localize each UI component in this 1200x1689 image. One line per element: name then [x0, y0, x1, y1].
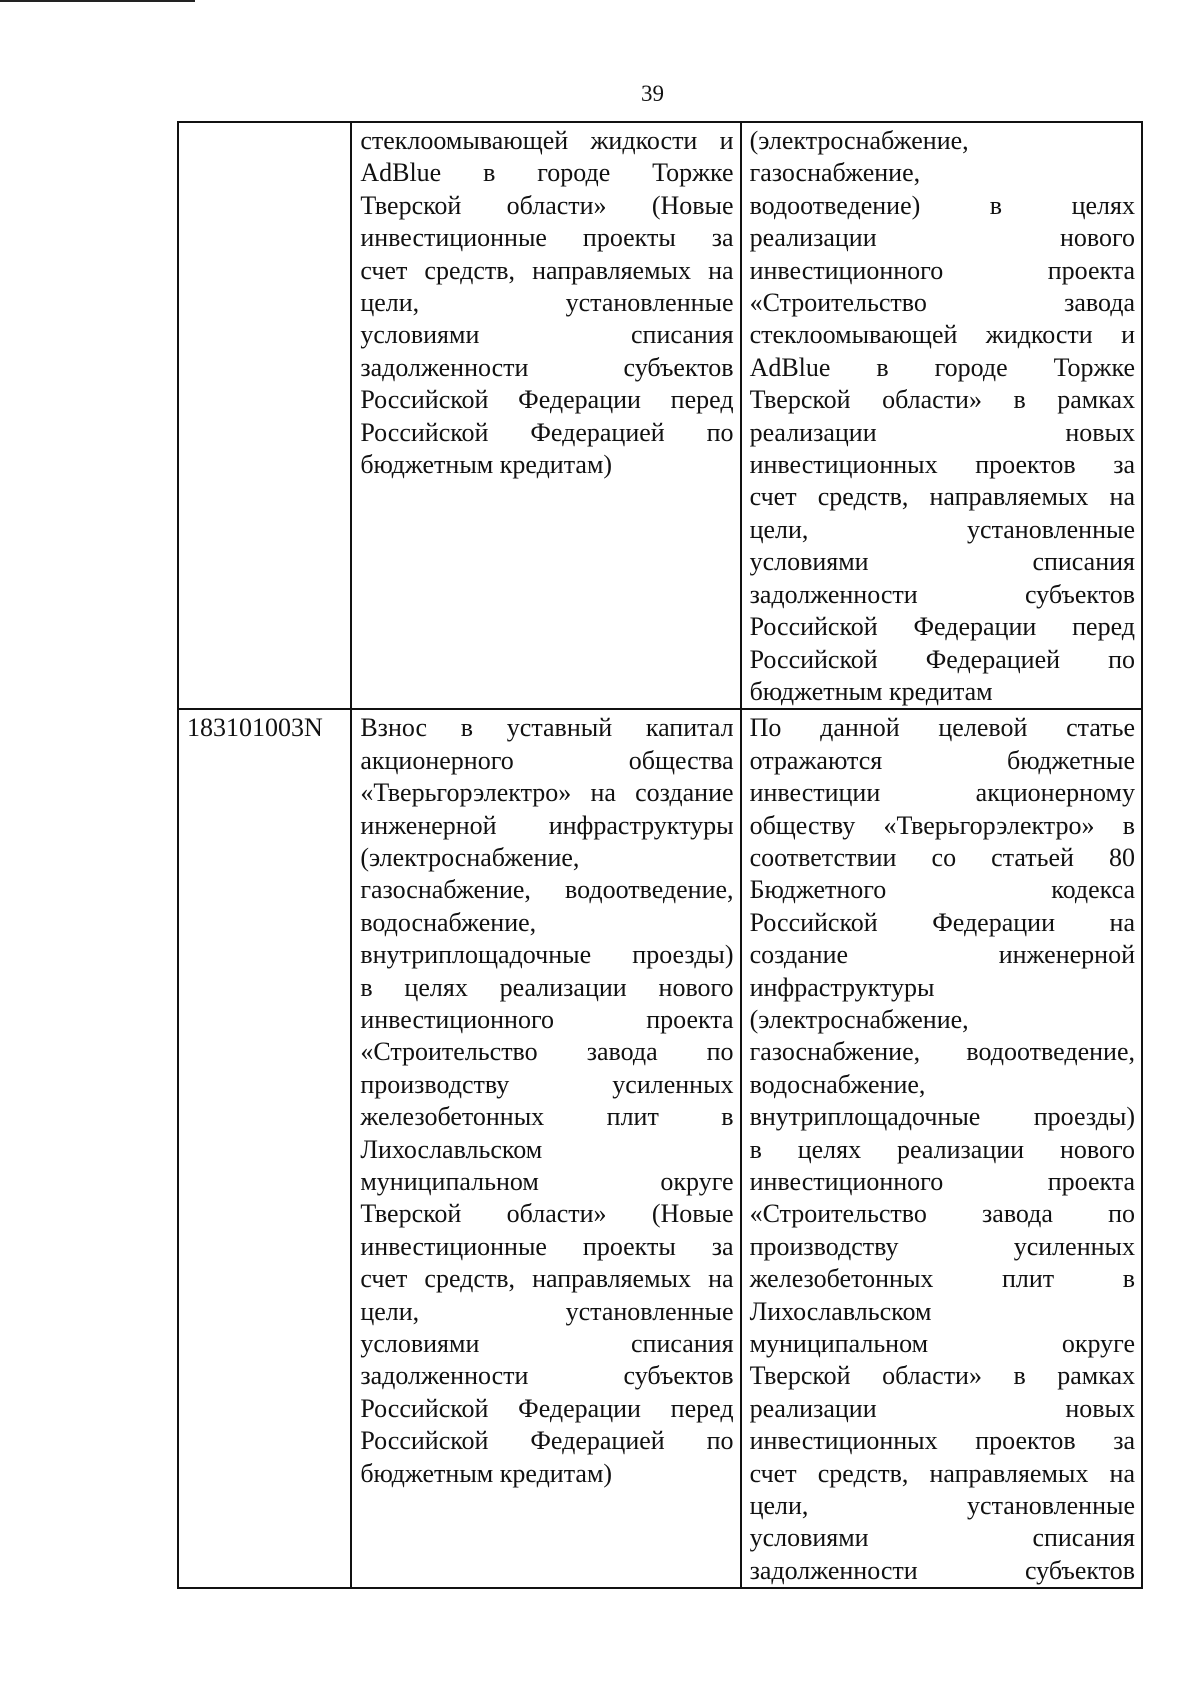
text-line: газоснабжение, водоотведение, — [749, 1037, 1135, 1067]
text-line: условиями списания — [360, 1329, 734, 1359]
text-line: Лихославльском — [749, 1296, 932, 1326]
text-line: цели, установленные — [360, 288, 734, 318]
text-line: железобетонных плит в — [360, 1102, 734, 1132]
text-line: задолженности субъектов — [749, 579, 1135, 609]
text-line: Российской Федерации перед — [749, 612, 1135, 642]
text-line: муниципальном округе — [360, 1167, 734, 1196]
text-line: инвестиционного проекта — [749, 255, 1135, 285]
text-line: инвестиционного проекта — [749, 1167, 1135, 1196]
text-line: соответствии со статьей 80 — [749, 842, 1135, 872]
header-rule — [0, 0, 195, 2]
text-line: инвестиционных проектов за — [749, 450, 1135, 480]
text-line: железобетонных плит в — [749, 1264, 1135, 1294]
text-line: задолженности субъектов — [360, 352, 734, 382]
text-line: водоснабжение, — [749, 1069, 926, 1099]
text-line: инвестиции акционерному — [749, 778, 1135, 808]
text-line: «Строительство завода — [749, 288, 1135, 318]
description-cell — [741, 122, 1142, 709]
text-line: (электроснабжение, — [749, 1004, 969, 1034]
text-line: AdBlue в городе Торжке — [749, 352, 1135, 382]
name-cell — [351, 709, 740, 1588]
page-number: 39 — [641, 81, 664, 106]
text-line: стеклоомывающей жидкости и — [360, 126, 734, 155]
text-line: Российской Федерацией по — [360, 1426, 734, 1456]
text-line: Российской Федерации на — [749, 907, 1135, 937]
text-line: Российской Федерации перед — [360, 385, 734, 415]
text-line: реализации новых — [749, 1393, 1135, 1423]
text-line: счет средств, направляемых на — [360, 1264, 734, 1294]
text-line: «Строительство завода по — [360, 1037, 734, 1067]
text-line: реализации новых — [749, 417, 1135, 447]
text-line: счет средств, направляемых на — [360, 255, 734, 285]
text-line: Тверской области» (Новые — [360, 1199, 734, 1229]
text-line: задолженности субъектов — [749, 1555, 1135, 1585]
text-line: цели, установленные — [749, 1491, 1135, 1521]
text-line: бюджетным кредитам — [749, 676, 993, 706]
text-line: условиями списания — [749, 1523, 1135, 1553]
text-line: создание инженерной — [749, 940, 1135, 970]
budget-classification-table — [177, 121, 1143, 1589]
text-line: Российской Федерацией по — [360, 417, 734, 447]
text-line: Российской Федерации перед — [360, 1393, 734, 1423]
text-line: «Тверьгорэлектро» на создание — [360, 778, 734, 808]
name-cell — [351, 122, 740, 709]
description-cell — [741, 709, 1142, 1588]
text-line: водоснабжение, — [360, 907, 537, 937]
table-row — [178, 122, 1142, 709]
text-line: внутриплощадочные проезды) — [749, 1102, 1135, 1132]
text-line: реализации нового — [749, 223, 1135, 253]
text-line: По данной целевой статье — [749, 713, 1135, 743]
text-line: «Строительство завода по — [749, 1199, 1135, 1229]
text-line: инвестиционного проекта — [360, 1004, 734, 1034]
text-line: стеклоомывающей жидкости и — [749, 320, 1135, 350]
text-line: производству усиленных — [749, 1231, 1135, 1261]
text-line: инфраструктуры — [749, 972, 935, 1002]
text-line: условиями списания — [360, 320, 734, 350]
text-line: Тверской области» в рамках — [749, 1361, 1135, 1391]
text-line: муниципальном округе — [749, 1329, 1135, 1359]
text-line: бюджетным кредитам) — [360, 1458, 613, 1488]
text-line: в целях реализации нового — [749, 1134, 1135, 1164]
text-line: цели, установленные — [749, 514, 1135, 544]
text-line: задолженности субъектов — [360, 1361, 734, 1391]
text-line: условиями списания — [749, 547, 1135, 577]
text-line: инженерной инфраструктуры — [360, 810, 734, 840]
text-line: Лихославльском — [360, 1134, 543, 1164]
text-line: AdBlue в городе Торжке — [360, 158, 734, 188]
text-line: инвестиционные проекты за — [360, 1231, 734, 1261]
text-line: акционерного общества — [360, 745, 734, 775]
text-line: (электроснабжение, — [749, 126, 969, 155]
text-line: инвестиционные проекты за — [360, 223, 734, 253]
text-line: Российской Федерацией по — [749, 644, 1135, 674]
code-cell: 183101003N — [178, 709, 351, 1588]
text-line: Тверской области» (Новые — [360, 190, 734, 220]
text-line: Тверской области» в рамках — [749, 385, 1135, 415]
text-line: в целях реализации нового — [360, 972, 734, 1002]
text-line: производству усиленных — [360, 1069, 734, 1099]
text-line: инвестиционных проектов за — [749, 1426, 1135, 1456]
text-line: Бюджетного кодекса — [749, 875, 1135, 905]
text-line: обществу «Тверьгорэлектро» в — [749, 810, 1135, 840]
text-line: водоотведение) в целях — [749, 190, 1135, 220]
table-row — [178, 709, 1142, 1588]
text-line: бюджетным кредитам) — [360, 450, 613, 480]
text-line: отражаются бюджетные — [749, 745, 1135, 775]
code-cell — [178, 122, 351, 709]
text-line: цели, установленные — [360, 1296, 734, 1326]
text-line: Взнос в уставный капитал — [360, 713, 734, 743]
text-line: газоснабжение, — [749, 158, 921, 188]
text-line: (электроснабжение, — [360, 842, 580, 872]
text-line: газоснабжение, водоотведение, — [360, 875, 734, 905]
text-line: внутриплощадочные проезды) — [360, 940, 734, 970]
text-line: счет средств, направляемых на — [749, 1458, 1135, 1488]
text-line: счет средств, направляемых на — [749, 482, 1135, 512]
